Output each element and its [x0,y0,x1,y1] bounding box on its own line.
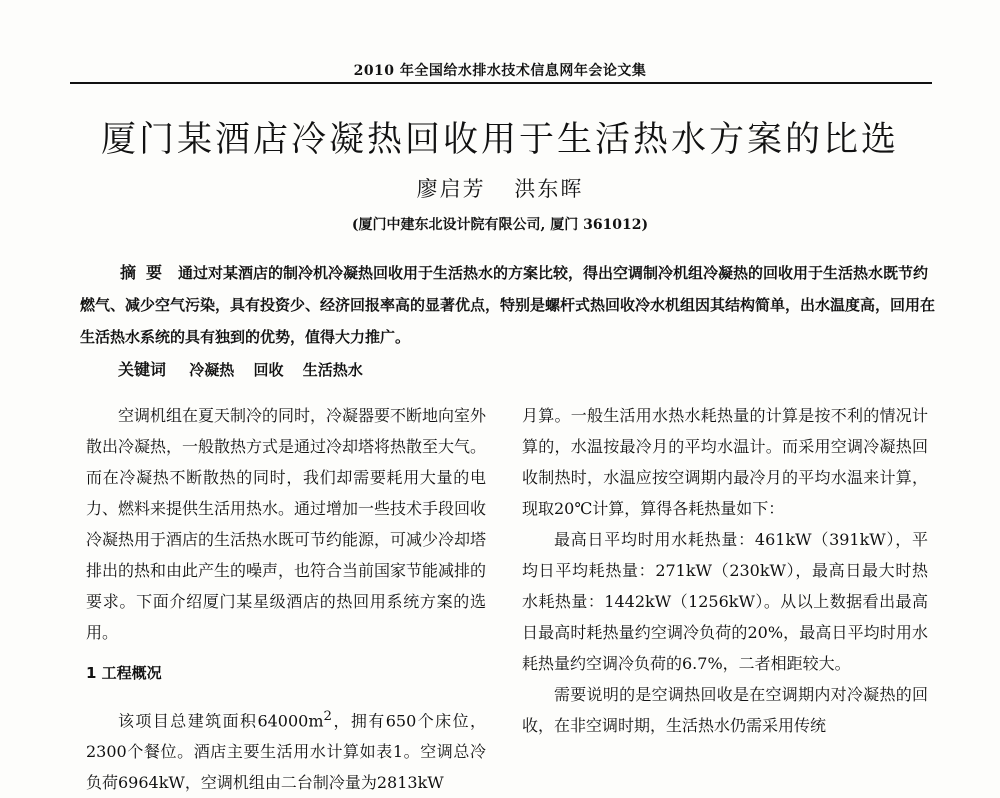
running-header: 2010 年全国给水排水技术信息网年会论文集 [353,63,647,79]
superscript: 2 [323,709,333,724]
paper-title: 厦门某酒店冷凝热回收用于生活热水方案的比选 [100,120,899,160]
body-column-right [522,400,928,741]
intro-paragraph: 空调机组在夏天制冷的同时，冷凝器要不断地向室外散出冷凝热，一般散热方式是通过冷却塔将热散至大气。而在冷凝热不断散热的同时，我们却需要耗用大量的电力、燃料来提供生活用热水。通过增加一些技术手段回收冷凝热用于酒店的生活热水既可节约能源，可减少冷却塔排出的热和由此产生的噪声，也符合当前国家节能减排的要求。下面介绍厦门某星级酒店的热回用系统方案的选用。 [86,406,487,642]
section-heading: 1 工程概况 [86,664,162,682]
keywords-label: 关键词 [118,360,167,379]
author-name: 洪东晖 [514,177,584,201]
section-text-cont: ，拥有650个床位，2300个餐位。酒店主要生活用水计算如表1。空调总冷负荷6964kW，空调机组由二台制冷量为2813kW [86,711,487,793]
keyword: 回收 [253,361,284,379]
keywords [118,357,918,380]
abstract-label: 摘要 [120,263,173,282]
section-text: 该项目总建筑面积64000m [118,711,324,731]
author-list [0,173,1000,203]
abstract-text: 通过对某酒店的制冷机冷凝热回收用于生活热水的方案比较，得出空调制冷机组冷凝热的回收用于生活热水既节约燃气、减少空气污染，具有投资少、经济回报率高的显著优点，特别是螺杆式热回收冷水机组因其结构简单，出水温度高，回用在生活热水系统的具有独到的优势，值得大力推广。 [80,264,936,346]
body-paragraph: 月算。一般生活用水热水耗热量的计算是按不利的情况计算的，水温按最冷月的平均水温计。而采用空调冷凝热回收制热时，水温应按空调期内最冷月的平均水温来计算，现取20℃计算，算得各耗热量如下： [522,406,928,518]
abstract [80,257,940,353]
author-name: 廖启芳 [416,177,486,201]
header-rule [70,82,932,84]
section-paragraph [86,701,486,798]
affiliation: (厦门中建东北设计院有限公司, 厦门 361012) [351,217,649,233]
keyword: 冷凝热 [189,361,235,379]
body-paragraph: 最高日平均时用水耗热量：461kW（391kW），平均日平均耗热量：271kW（230kW），最高日最大时热水耗热量：1442kW（1256kW）。从以上数据看出最高日最高时耗热量约空调冷负荷的20%，最高日平均时用水耗热量约空调冷负荷的6.7%，二者相距较大。 [522,530,928,673]
body-paragraph: 需要说明的是空调热回收是在空调期内对冷凝热的回收，在非空调时期，生活热水仍需采用传统 [522,685,928,735]
keyword: 生活热水 [302,361,363,379]
body-column-left [86,400,486,798]
